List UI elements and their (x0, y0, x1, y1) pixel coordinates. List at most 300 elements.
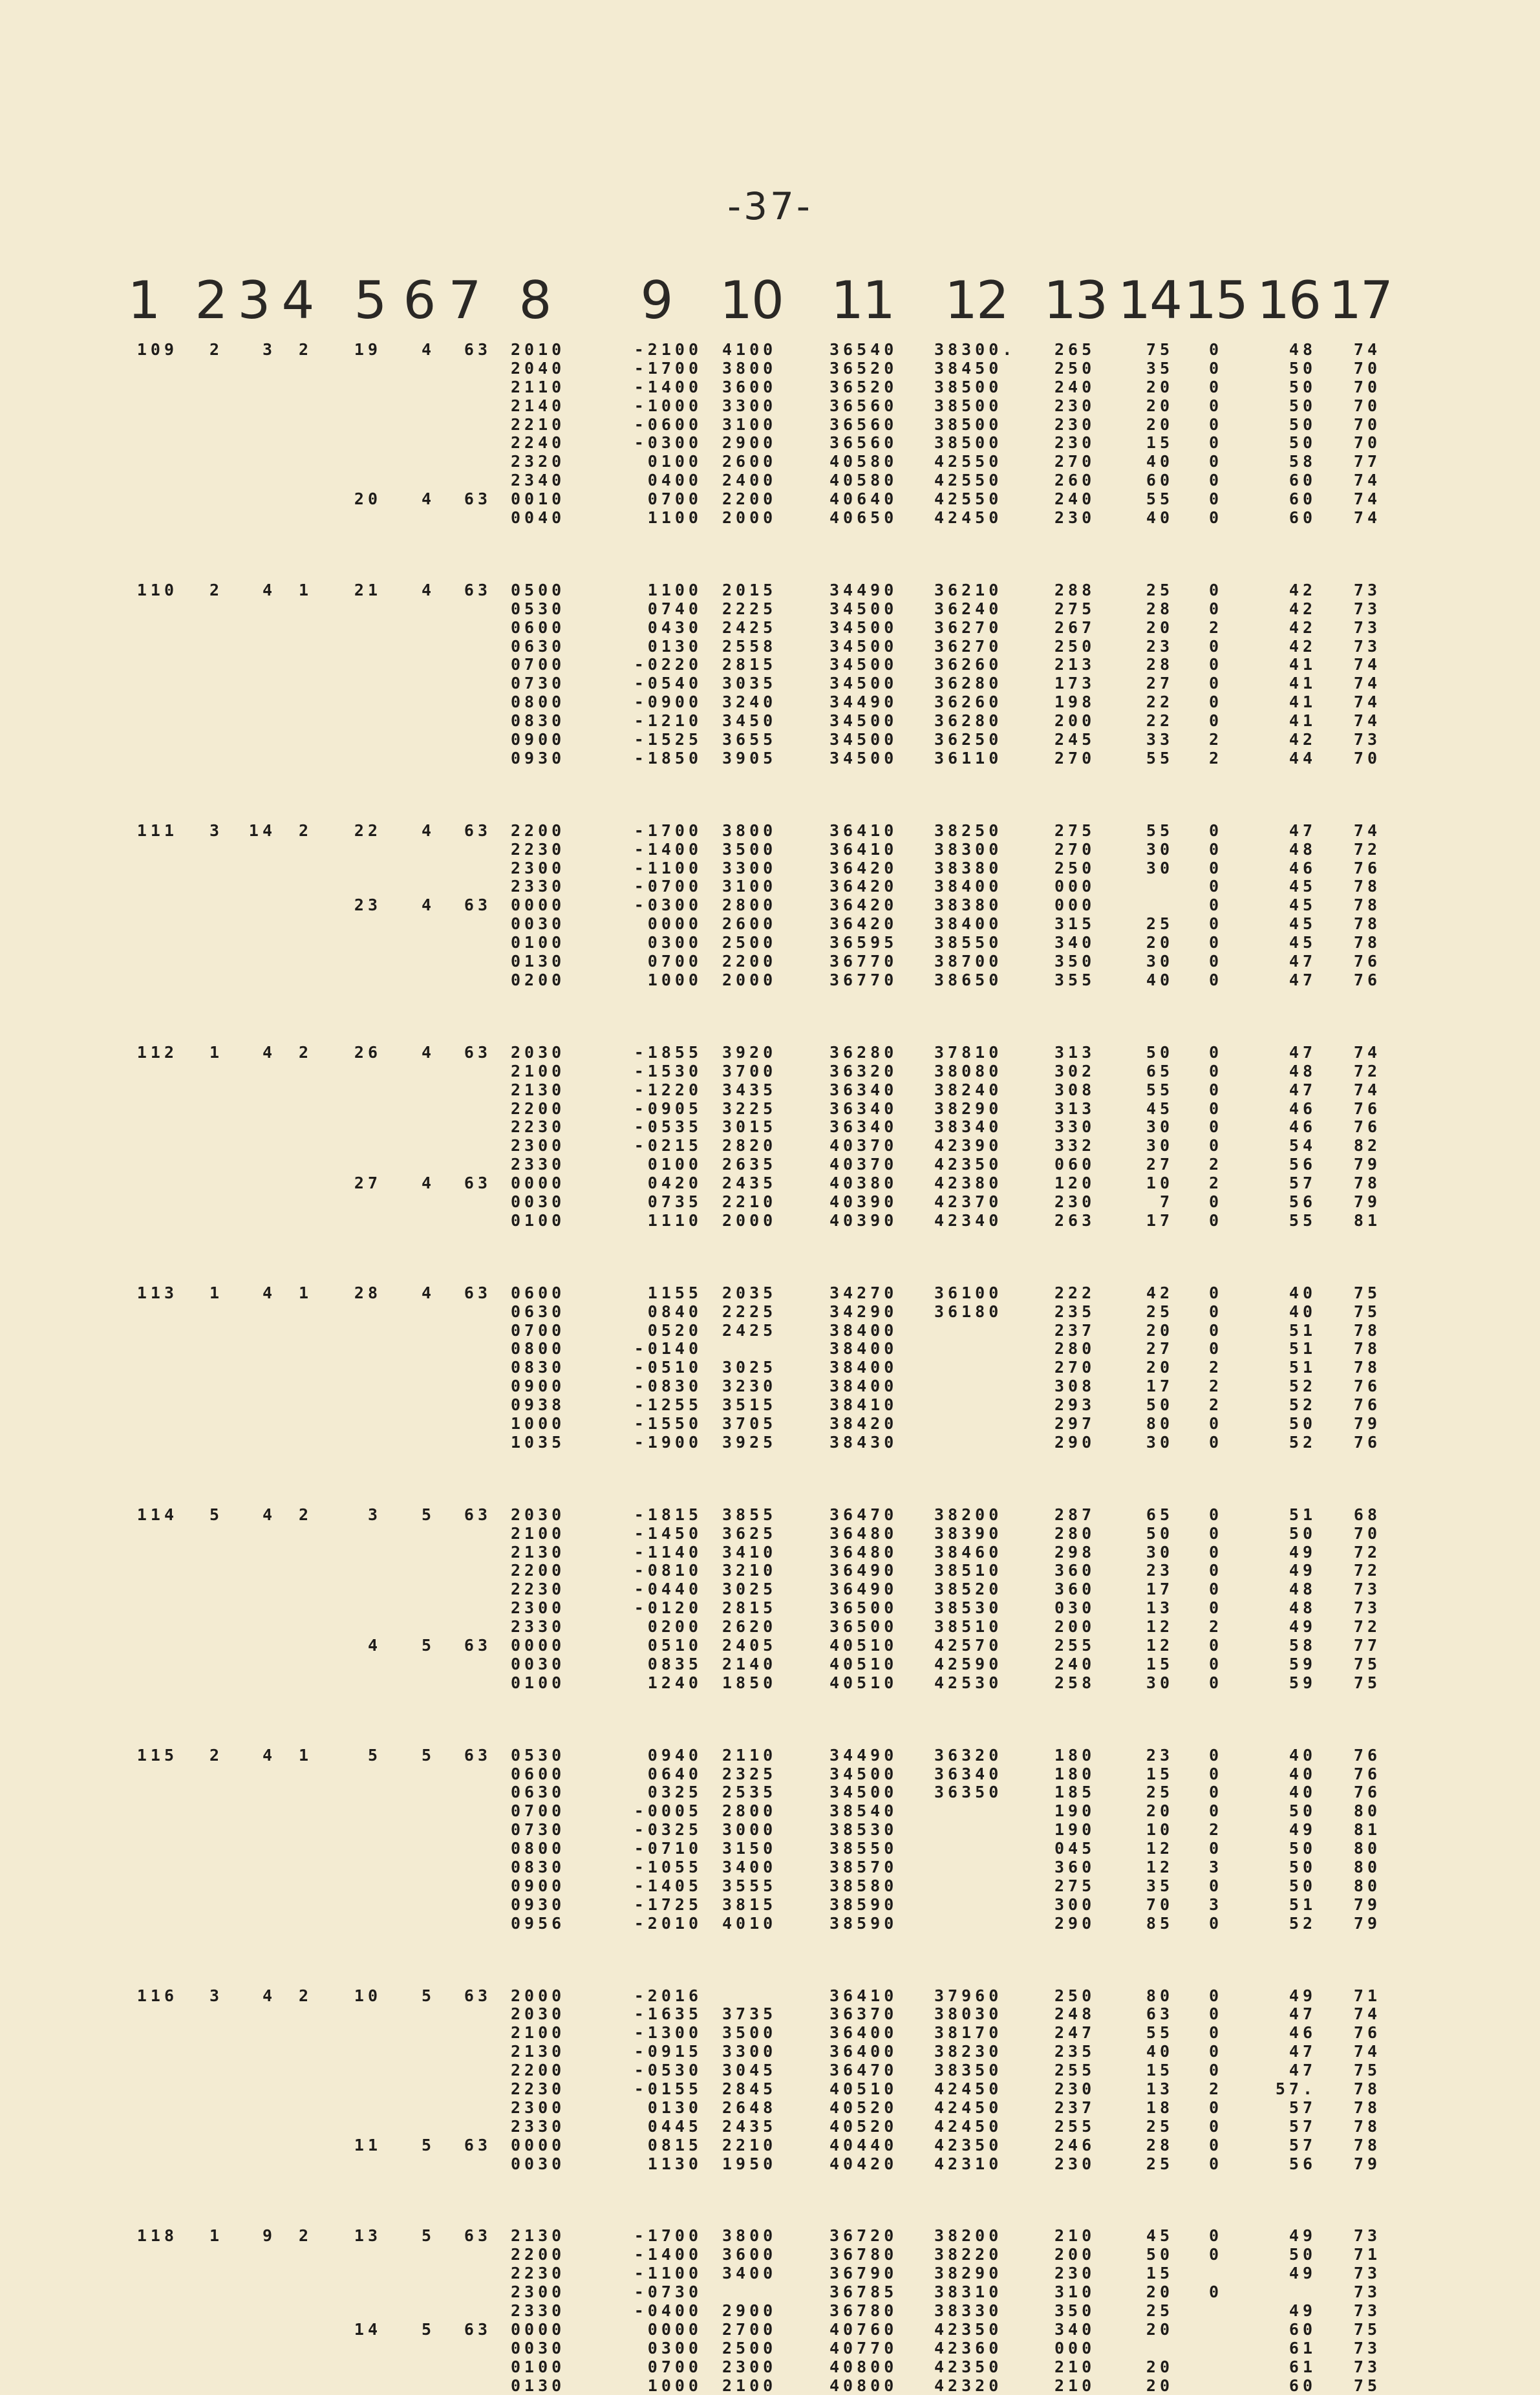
cell-col-10: 3600 (722, 2245, 777, 2264)
cell-col-2: 3 (209, 1986, 223, 2005)
cell-col-9: -0440 (634, 1580, 702, 1599)
table-row (0, 1840, 1540, 1858)
cell-col-14: 20 (1146, 618, 1173, 637)
cell-col-17: 76 (1353, 970, 1381, 989)
cell-col-14: 55 (1146, 748, 1173, 768)
table-row (0, 1765, 1540, 1784)
cell-col-5: 28 (354, 1283, 381, 1302)
cell-col-14: 55 (1146, 821, 1173, 840)
cell-col-14: 55 (1146, 2023, 1173, 2043)
cell-col-13: 275 (1054, 1876, 1096, 1895)
cell-col-14: 15 (1146, 433, 1173, 453)
cell-col-6: 5 (421, 1986, 435, 2005)
cell-col-10: 3515 (722, 1395, 777, 1415)
cell-col-11: 40510 (829, 2079, 898, 2099)
cell-col-14: 30 (1146, 952, 1173, 971)
cell-col-9: -0535 (634, 1117, 702, 1137)
cell-col-12: 42550 (934, 452, 1003, 471)
cell-col-11: 34500 (829, 748, 898, 768)
table-row (0, 1212, 1540, 1230)
cell-col-10: 3920 (722, 1042, 777, 1062)
cell-col-4: 2 (298, 340, 312, 359)
cell-col-12: 38250 (934, 821, 1003, 840)
cell-col-11: 38590 (829, 1895, 898, 1914)
cell-col-14: 12 (1146, 1858, 1173, 1876)
cell-col-8: 0100 (511, 1673, 566, 1692)
cell-col-9: -1300 (634, 2023, 702, 2043)
cell-col-15: 0 (1209, 1783, 1223, 1802)
cell-col-17: 79 (1353, 1155, 1381, 1174)
cell-col-5: 5 (367, 1745, 381, 1765)
cell-col-17: 74 (1353, 2004, 1381, 2024)
cell-col-8: 0600 (511, 618, 566, 637)
cell-col-10: 3300 (722, 396, 777, 415)
cell-col-10: 3905 (722, 748, 777, 768)
cell-col-14: 30 (1146, 1432, 1173, 1452)
table-row (0, 397, 1540, 416)
cell-col-10: 2405 (722, 1635, 777, 1655)
cell-col-10: 2000 (722, 970, 777, 989)
cell-col-9: -0900 (634, 693, 702, 712)
cell-col-14: 15 (1146, 2264, 1173, 2283)
cell-col-9: -0215 (634, 1136, 702, 1155)
cell-col-11: 40580 (829, 452, 898, 471)
cell-col-9: -0600 (634, 414, 702, 434)
cell-col-11: 34500 (829, 730, 898, 749)
cell-col-17: 77 (1353, 1635, 1381, 1655)
cell-col-12: 38700 (934, 952, 1003, 971)
cell-col-17: 73 (1353, 1580, 1381, 1599)
cell-col-12: 38400 (934, 914, 1003, 934)
table-row (0, 2339, 1540, 2358)
cell-col-8: 2300 (511, 1136, 566, 1155)
record-group (0, 822, 1540, 990)
cell-col-14: 15 (1146, 1654, 1173, 1673)
table-row (0, 1987, 1540, 2006)
cell-col-11: 40510 (829, 1673, 898, 1692)
cell-col-15: 0 (1209, 2135, 1223, 2154)
cell-col-17: 72 (1353, 839, 1381, 859)
table-row (0, 2099, 1540, 2118)
cell-col-11: 38430 (829, 1432, 898, 1452)
cell-col-9: 1100 (647, 580, 702, 599)
cell-col-8: 0700 (511, 1801, 566, 1821)
cell-col-13: 246 (1054, 2135, 1096, 2154)
table-row (0, 1802, 1540, 1821)
cell-col-10: 3400 (722, 1858, 777, 1876)
cell-col-10: 3625 (722, 1523, 777, 1543)
cell-col-16: 51 (1289, 1320, 1316, 1340)
cell-col-14: 85 (1146, 1913, 1173, 1933)
cell-col-17: 76 (1353, 1377, 1381, 1396)
cell-col-14: 25 (1146, 1302, 1173, 1321)
cell-col-9: -0400 (634, 2301, 702, 2321)
cell-col-13: 240 (1054, 489, 1096, 509)
cell-col-15: 0 (1209, 1673, 1223, 1692)
cell-col-13: 210 (1054, 2376, 1096, 2395)
cell-col-17: 68 (1353, 1505, 1381, 1524)
cell-col-11: 40760 (829, 2319, 898, 2339)
cell-col-15: 2 (1209, 618, 1223, 637)
cell-col-8: 0930 (511, 748, 566, 768)
cell-col-13: 240 (1054, 1654, 1096, 1673)
cell-col-13: 250 (1054, 1986, 1096, 2005)
cell-col-11: 34500 (829, 711, 898, 731)
cell-col-9: 0430 (647, 618, 702, 637)
cell-col-12: 42350 (934, 2135, 1003, 2154)
cell-col-17: 78 (1353, 1358, 1381, 1377)
cell-col-10: 3230 (722, 1377, 777, 1396)
cell-col-16: 54 (1289, 1136, 1316, 1155)
cell-col-16: 50 (1289, 1801, 1316, 1821)
table-row (0, 1674, 1540, 1693)
table-row (0, 1284, 1540, 1303)
cell-col-3: 4 (262, 1745, 276, 1765)
cell-col-9: 0700 (647, 489, 702, 509)
cell-col-14: 20 (1146, 414, 1173, 434)
cell-col-17: 78 (1353, 2079, 1381, 2099)
cell-col-9: -1855 (634, 1042, 702, 1062)
cell-col-9: -1550 (634, 1413, 702, 1433)
cell-col-16: 40 (1289, 1764, 1316, 1783)
cell-col-10: 3025 (722, 1580, 777, 1599)
cell-col-9: -1725 (634, 1895, 702, 1914)
cell-col-15: 0 (1209, 1505, 1223, 1524)
cell-col-13: 120 (1054, 1174, 1096, 1193)
cell-col-13: 330 (1054, 1117, 1096, 1137)
cell-col-2: 1 (209, 1042, 223, 1062)
cell-col-11: 36400 (829, 2023, 898, 2043)
cell-col-15: 0 (1209, 1210, 1223, 1230)
cell-col-8: 2210 (511, 414, 566, 434)
cell-col-14: 28 (1146, 599, 1173, 618)
cell-col-16: 48 (1289, 1580, 1316, 1599)
cell-col-8: 0000 (511, 2135, 566, 2154)
cell-col-11: 36340 (829, 1099, 898, 1118)
cell-col-7: 63 (464, 1042, 491, 1062)
record-group (0, 1987, 1540, 2174)
cell-col-13: 265 (1054, 340, 1096, 359)
cell-col-11: 38530 (829, 1820, 898, 1840)
table-row (0, 1858, 1540, 1877)
cell-col-12: 42310 (934, 2154, 1003, 2173)
cell-col-15: 0 (1209, 2226, 1223, 2246)
cell-col-13: 360 (1054, 1858, 1096, 1876)
cell-col-13: 235 (1054, 2042, 1096, 2061)
cell-col-12: 36110 (934, 748, 1003, 768)
cell-col-8: 0030 (511, 1654, 566, 1673)
cell-col-11: 36595 (829, 933, 898, 952)
cell-col-11: 38540 (829, 1801, 898, 1821)
cell-col-16: 47 (1289, 1080, 1316, 1099)
cell-col-11: 36280 (829, 1042, 898, 1062)
cell-col-11: 36520 (829, 358, 898, 378)
cell-col-13: 302 (1054, 1061, 1096, 1080)
cell-col-14: 20 (1146, 2319, 1173, 2339)
cell-col-7: 63 (464, 2319, 491, 2339)
cell-col-9: 0815 (647, 2135, 702, 2154)
cell-col-11: 40640 (829, 489, 898, 509)
cell-col-13: 270 (1054, 452, 1096, 471)
cell-col-10: 2635 (722, 1155, 777, 1174)
cell-col-8: 0130 (511, 2376, 566, 2395)
cell-col-15: 0 (1209, 1339, 1223, 1359)
cell-col-12: 38330 (934, 2301, 1003, 2321)
cell-col-6: 4 (421, 340, 435, 359)
cell-col-8: 0100 (511, 933, 566, 952)
cell-col-9: -1220 (634, 1080, 702, 1099)
cell-col-10: 2210 (722, 1192, 777, 1211)
cell-col-8: 0800 (511, 1339, 566, 1359)
cell-col-14: 33 (1146, 730, 1173, 749)
cell-col-10: 2700 (722, 2319, 777, 2339)
cell-col-13: 288 (1054, 580, 1096, 599)
cell-col-17: 76 (1353, 1117, 1381, 1137)
cell-col-16: 52 (1289, 1432, 1316, 1452)
cell-col-14: 50 (1146, 1395, 1173, 1415)
cell-col-7: 63 (464, 1174, 491, 1193)
column-header-13: 13 (1043, 270, 1107, 330)
cell-col-3: 9 (262, 2226, 276, 2246)
cell-col-10: 2200 (722, 489, 777, 509)
column-header-9: 9 (640, 270, 672, 330)
cell-col-9: -1405 (634, 1876, 702, 1895)
cell-col-8: 0100 (511, 2357, 566, 2376)
cell-col-12: 38520 (934, 1580, 1003, 1599)
cell-col-8: 0030 (511, 914, 566, 934)
cell-col-11: 34500 (829, 618, 898, 637)
cell-col-16: 60 (1289, 2376, 1316, 2395)
cell-col-12: 36320 (934, 1745, 1003, 1765)
cell-col-13: 250 (1054, 858, 1096, 877)
cell-col-10: 2015 (722, 580, 777, 599)
cell-col-16: 47 (1289, 952, 1316, 971)
cell-col-8: 0700 (511, 655, 566, 674)
cell-col-12: 38500 (934, 433, 1003, 453)
cell-col-14: 30 (1146, 839, 1173, 859)
cell-col-17: 72 (1353, 1561, 1381, 1580)
cell-col-15: 0 (1209, 636, 1223, 656)
cell-col-17: 78 (1353, 2098, 1381, 2117)
table-row (0, 877, 1540, 896)
cell-col-9: 0835 (647, 1654, 702, 1673)
cell-col-14: 15 (1146, 2061, 1173, 2080)
cell-col-5: 20 (354, 489, 381, 509)
cell-col-15: 3 (1209, 1858, 1223, 1876)
table-row (0, 1062, 1540, 1081)
cell-col-17: 79 (1353, 2154, 1381, 2173)
cell-col-13: 270 (1054, 839, 1096, 859)
cell-col-9: -0710 (634, 1839, 702, 1858)
cell-col-8: 0530 (511, 1745, 566, 1765)
cell-col-15: 0 (1209, 1302, 1223, 1321)
cell-col-9: -0325 (634, 1820, 702, 1840)
cell-col-10: 3500 (722, 2023, 777, 2043)
cell-col-16: 40 (1289, 1283, 1316, 1302)
cell-col-17: 76 (1353, 1783, 1381, 1802)
cell-col-12: 38220 (934, 2245, 1003, 2264)
cell-col-15: 0 (1209, 414, 1223, 434)
cell-col-5: 21 (354, 580, 381, 599)
cell-col-11: 36780 (829, 2301, 898, 2321)
cell-col-16: 45 (1289, 933, 1316, 952)
cell-col-8: 0956 (511, 1913, 566, 1933)
cell-col-5: 10 (354, 1986, 381, 2005)
table-row (0, 416, 1540, 435)
cell-col-9: -0155 (634, 2079, 702, 2099)
cell-col-13: 000 (1054, 877, 1096, 896)
cell-col-14: 20 (1146, 933, 1173, 952)
cell-col-13: 247 (1054, 2023, 1096, 2043)
cell-col-17: 78 (1353, 1174, 1381, 1193)
cell-col-11: 34290 (829, 1302, 898, 1321)
cell-col-11: 34500 (829, 1764, 898, 1783)
cell-col-11: 40580 (829, 471, 898, 490)
cell-col-15: 0 (1209, 396, 1223, 415)
cell-col-10: 3000 (722, 1820, 777, 1840)
cell-col-8: 0000 (511, 2319, 566, 2339)
cell-col-15: 3 (1209, 1895, 1223, 1914)
cell-col-15: 2 (1209, 1155, 1223, 1174)
table-row (0, 453, 1540, 471)
cell-col-17: 75 (1353, 2319, 1381, 2339)
cell-col-17: 73 (1353, 730, 1381, 749)
table-row (0, 600, 1540, 619)
cell-col-14: 30 (1146, 858, 1173, 877)
cell-col-12: 36260 (934, 693, 1003, 712)
cell-col-12: 42340 (934, 1210, 1003, 1230)
cell-col-14: 30 (1146, 1673, 1173, 1692)
cell-col-12: 38300 (934, 839, 1003, 859)
cell-col-13: 235 (1054, 1302, 1096, 1321)
cell-col-13: 293 (1054, 1395, 1096, 1415)
cell-col-11: 36370 (829, 2004, 898, 2024)
cell-col-13: 045 (1054, 1839, 1096, 1858)
cell-col-8: 0010 (511, 489, 566, 509)
cell-col-16: 58 (1289, 1635, 1316, 1655)
cell-col-8: 2030 (511, 2004, 566, 2024)
cell-col-16: 51 (1289, 1339, 1316, 1359)
cell-col-12: 42590 (934, 1654, 1003, 1673)
cell-col-1: 118 (136, 2226, 178, 2246)
cell-col-15: 0 (1209, 1080, 1223, 1099)
cell-col-13: 198 (1054, 693, 1096, 712)
cell-col-8: 2040 (511, 358, 566, 378)
cell-col-13: 270 (1054, 748, 1096, 768)
cell-col-11: 36500 (829, 1617, 898, 1637)
cell-col-14: 30 (1146, 1136, 1173, 1155)
table-row (0, 509, 1540, 528)
cell-col-13: 360 (1054, 1580, 1096, 1599)
cell-col-8: 0938 (511, 1395, 566, 1415)
cell-col-17: 70 (1353, 748, 1381, 768)
cell-col-13: 030 (1054, 1598, 1096, 1618)
cell-col-6: 4 (421, 580, 435, 599)
cell-col-17: 78 (1353, 1320, 1381, 1340)
cell-col-4: 2 (298, 2226, 312, 2246)
table-row (0, 2283, 1540, 2302)
cell-col-16: 49 (1289, 2226, 1316, 2246)
cell-col-16: 47 (1289, 2042, 1316, 2061)
cell-col-15: 0 (1209, 693, 1223, 712)
cell-col-14: 20 (1146, 2282, 1173, 2302)
cell-col-10: 2435 (722, 1174, 777, 1193)
cell-col-12: 36180 (934, 1302, 1003, 1321)
cell-col-9: -0730 (634, 2282, 702, 2302)
cell-col-7: 63 (464, 580, 491, 599)
cell-col-17: 71 (1353, 1986, 1381, 2005)
cell-col-5: 11 (354, 2135, 381, 2154)
cell-col-17: 74 (1353, 674, 1381, 693)
table-row (0, 1525, 1540, 1543)
cell-col-12: 37810 (934, 1042, 1003, 1062)
cell-col-15: 2 (1209, 1377, 1223, 1396)
cell-col-16: 56 (1289, 1155, 1316, 1174)
cell-col-15: 0 (1209, 358, 1223, 378)
cell-col-9: 0445 (647, 2116, 702, 2136)
cell-col-1: 114 (136, 1505, 178, 1524)
cell-col-13: 255 (1054, 2061, 1096, 2080)
table-row (0, 1118, 1540, 1137)
table-row (0, 1155, 1540, 1174)
column-header-1: 1 (127, 270, 160, 330)
cell-col-17: 78 (1353, 896, 1381, 915)
cell-col-14: 65 (1146, 1505, 1173, 1524)
cell-col-16: 47 (1289, 2004, 1316, 2024)
cell-col-16: 50 (1289, 1413, 1316, 1433)
cell-col-9: -0120 (634, 1598, 702, 1618)
cell-col-13: 230 (1054, 414, 1096, 434)
cell-col-13: 280 (1054, 1523, 1096, 1543)
record-group (0, 1284, 1540, 1452)
cell-col-10: 4100 (722, 340, 777, 359)
cell-col-14: 23 (1146, 1745, 1173, 1765)
cell-col-10: 2500 (722, 933, 777, 952)
cell-col-12: 36270 (934, 618, 1003, 637)
cell-col-16: 45 (1289, 914, 1316, 934)
cell-col-12: 36260 (934, 655, 1003, 674)
cell-col-8: 2330 (511, 2301, 566, 2321)
cell-col-8: 2030 (511, 1042, 566, 1062)
table-row (0, 934, 1540, 952)
table-row (0, 1044, 1540, 1062)
cell-col-16: 44 (1289, 748, 1316, 768)
cell-col-17: 78 (1353, 1339, 1381, 1359)
cell-col-11: 34490 (829, 580, 898, 599)
cell-col-11: 34490 (829, 1745, 898, 1765)
cell-col-10: 2815 (722, 655, 777, 674)
cell-col-8: 2230 (511, 1580, 566, 1599)
cell-col-7: 63 (464, 1986, 491, 2005)
table-row (0, 1599, 1540, 1618)
cell-col-5: 19 (354, 340, 381, 359)
cell-col-13: 248 (1054, 2004, 1096, 2024)
cell-col-4: 1 (298, 580, 312, 599)
cell-col-9: -2100 (634, 340, 702, 359)
cell-col-13: 230 (1054, 1192, 1096, 1211)
cell-col-17: 74 (1353, 821, 1381, 840)
cell-col-10: 2600 (722, 452, 777, 471)
cell-col-15: 0 (1209, 1542, 1223, 1562)
cell-col-11: 40440 (829, 2135, 898, 2154)
cell-col-14: 63 (1146, 2004, 1173, 2024)
cell-col-9: 0840 (647, 1302, 702, 1321)
cell-col-12: 42350 (934, 2357, 1003, 2376)
cell-col-11: 38420 (829, 1413, 898, 1433)
cell-col-16: 57. (1275, 2079, 1316, 2099)
cell-col-13: 350 (1054, 2301, 1096, 2321)
cell-col-14: 60 (1146, 471, 1173, 490)
